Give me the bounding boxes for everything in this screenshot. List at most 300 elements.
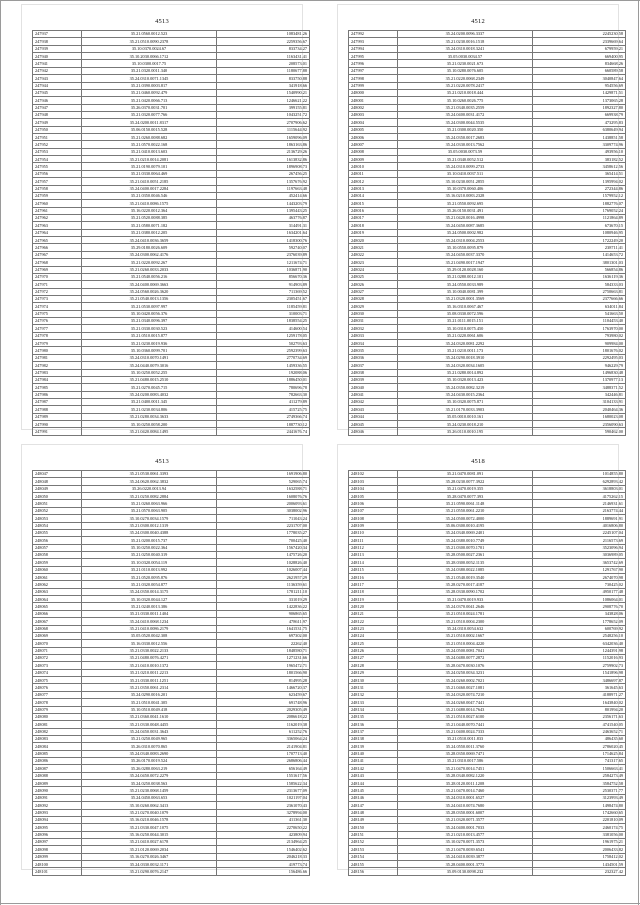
row-id-cell: 248104 — [349, 485, 398, 492]
table-row — [33, 214, 310, 221]
table-row — [33, 251, 310, 258]
amount-cell: 1567420.34 — [217, 544, 310, 551]
amount-cell: 272344.86 — [533, 185, 626, 192]
table-row — [33, 559, 310, 566]
account-code-cell: 35.21.0300.0020.350 — [398, 126, 533, 133]
table-row — [349, 677, 626, 684]
account-code-cell: 35.21.0111.0015.151 — [398, 318, 533, 325]
amount-cell: 1185459.81 — [217, 303, 310, 310]
table-row — [33, 838, 310, 845]
table-row — [33, 787, 310, 794]
amount-cell: 623459.67 — [217, 691, 310, 698]
row-id-cell: 248094 — [33, 816, 82, 823]
row-id-cell: 248069 — [33, 632, 82, 639]
table-row — [33, 53, 310, 60]
account-code-cell: 35.24.0450.0031.3643 — [82, 728, 217, 735]
account-code-cell: 35.28.0470.0077.393 — [398, 493, 533, 500]
table-row — [33, 677, 310, 684]
row-id-cell: 248024 — [349, 266, 398, 273]
row-id-cell: 247939 — [33, 45, 82, 52]
account-code-cell: 35.28.0330.0090.1702 — [398, 588, 533, 595]
account-code-cell: 35.26.0310.0070.865 — [82, 743, 217, 750]
amount-cell: 2231707.00 — [217, 522, 310, 529]
table-row — [33, 67, 310, 74]
page-title: 4513 — [155, 458, 169, 465]
table-row — [33, 610, 310, 617]
account-code-cell: 35.24.0450.0037.3370 — [398, 251, 533, 258]
amount-cell: 4188971.27 — [533, 691, 626, 698]
table-row — [349, 515, 626, 522]
amount-cell: 2040464.36 — [533, 406, 626, 413]
account-code-cell: 35.28.0300.0052.1135 — [398, 559, 533, 566]
table-row — [349, 207, 626, 214]
account-code-cell: 35.06.0300.0010.4195 — [398, 522, 533, 529]
row-id-cell: 247976 — [33, 318, 82, 325]
row-id-cell: 248006 — [349, 134, 398, 141]
table-row — [33, 772, 310, 779]
row-id-cell: 247967 — [33, 251, 82, 258]
row-id-cell: 247977 — [33, 325, 82, 332]
account-code-cell: 35.21.0210.0011.173 — [398, 347, 533, 354]
table-row — [349, 89, 626, 96]
amount-cell: 954556.69 — [533, 82, 626, 89]
account-code-cell: 35.10.0320.0044.127 — [82, 596, 217, 603]
account-code-cell: 35.21.0540.0013.1356 — [82, 295, 217, 302]
row-id-cell: 248082 — [33, 728, 82, 735]
account-code-cell: 35.10.0310.0075.450 — [398, 325, 533, 332]
account-code-cell: 35.21.0530.0061.3393 — [82, 471, 217, 478]
amount-cell: 3653742.69 — [533, 559, 626, 566]
account-code-cell: 35.16.0210.0046.1578 — [82, 816, 217, 823]
account-code-cell: 35.21.0330.0022.2133 — [82, 647, 217, 654]
amount-cell: 2116573.69 — [533, 537, 626, 544]
amount-cell: 6342036.40 — [533, 640, 626, 647]
row-id-cell: 247943 — [33, 75, 82, 82]
account-code-cell: 35.24.0620.0062.3832 — [82, 478, 217, 485]
table-row — [33, 163, 310, 170]
ledger-table — [32, 30, 310, 436]
table-row — [33, 794, 310, 801]
amount-cell: 1163431.41 — [217, 53, 310, 60]
row-id-cell: 247980 — [33, 347, 82, 354]
account-code-cell: 35.16.0310.0067.467 — [398, 303, 533, 310]
table-row — [349, 318, 626, 325]
row-id-cell: 247979 — [33, 340, 82, 347]
row-id-cell: 247953 — [33, 148, 82, 155]
row-id-cell: 248102 — [349, 471, 398, 478]
row-id-cell: 248040 — [349, 384, 398, 391]
table-row — [33, 713, 310, 720]
amount-cell: 452414.66 — [217, 192, 310, 199]
amount-cell: 1632588.71 — [217, 485, 310, 492]
account-code-cell: 35.16.0330.0012.556 — [82, 640, 217, 647]
table-row — [349, 507, 626, 514]
amount-cell: 1778035.27 — [217, 529, 310, 536]
account-code-cell: 35.24.0290.0016.201 — [82, 691, 217, 698]
amount-cell: 590462.00 — [533, 428, 626, 435]
row-id-cell: 247988 — [33, 406, 82, 413]
amount-cell: 1373065.28 — [533, 97, 626, 104]
amount-cell: 1758412.02 — [533, 853, 626, 860]
table-row — [349, 853, 626, 860]
account-code-cell: 35.28.0230.0077.3922 — [398, 478, 533, 485]
row-id-cell: 247950 — [33, 126, 82, 133]
page-border-left — [0, 0, 1, 905]
amount-cell: 2376039.89 — [217, 251, 310, 258]
row-id-cell: 247938 — [33, 38, 82, 45]
row-id-cell: 248114 — [349, 559, 398, 566]
account-code-cell: 35.28.0120.0011.1208 — [398, 780, 533, 787]
table-row — [349, 281, 626, 288]
row-id-cell: 248002 — [349, 104, 398, 111]
table-row — [33, 809, 310, 816]
account-code-cell: 35.24.0500.0002.982 — [398, 229, 533, 236]
row-id-cell: 247945 — [33, 89, 82, 96]
table-row — [33, 647, 310, 654]
amount-cell: 3040847.64 — [533, 75, 626, 82]
table-row — [33, 45, 310, 52]
row-id-cell: 248062 — [33, 581, 82, 588]
amount-cell: 2134964.25 — [217, 838, 310, 845]
row-id-cell: 248033 — [349, 332, 398, 339]
account-code-cell: 35.21.0400.0024.7333 — [398, 728, 533, 735]
table-row — [349, 391, 626, 398]
row-id-cell: 247968 — [33, 259, 82, 266]
amount-cell: 2908776.70 — [533, 603, 626, 610]
amount-cell: 2356171.63 — [533, 713, 626, 720]
account-code-cell: 35.21.0410.0086.1575 — [82, 200, 217, 207]
account-code-cell: 35.24.0320.0034.1605 — [398, 362, 533, 369]
account-code-cell: 35.21.0470.0014.7460 — [398, 787, 533, 794]
amount-cell: 414600.54 — [217, 325, 310, 332]
amount-cell: 1613832.86 — [217, 156, 310, 163]
amount-cell: 411279.89 — [217, 398, 310, 405]
account-code-cell: 35.26.0150.0031.491 — [398, 207, 533, 214]
account-code-cell: 35.10.0550.0095.879 — [398, 244, 533, 251]
account-code-cell: 35.24.0380.0022.1085 — [398, 566, 533, 573]
amount-cell: 780696.78 — [217, 384, 310, 391]
row-id-cell: 248140 — [349, 750, 398, 757]
amount-cell: 3104133.91 — [533, 398, 626, 405]
account-code-cell: 35.24.0380.0010.7749 — [398, 537, 533, 544]
account-code-cell: 35.21.0330.0048.4455 — [82, 721, 217, 728]
amount-cell: 2361070.43 — [217, 802, 310, 809]
amount-cell: 1707713.40 — [217, 750, 310, 757]
row-id-cell: 248113 — [349, 551, 398, 558]
table-row — [33, 126, 310, 133]
table-row — [33, 588, 310, 595]
account-code-cell: 35.21.0260.0088.682 — [82, 134, 217, 141]
row-id-cell: 247991 — [33, 428, 82, 435]
row-id-cell: 248063 — [33, 588, 82, 595]
amount-cell: 1546402.62 — [217, 846, 310, 853]
amount-cell: 3486697.87 — [533, 677, 626, 684]
table-row — [349, 134, 626, 141]
account-code-cell: 35.24.0450.0087.3685 — [398, 222, 533, 229]
table-row — [33, 178, 310, 185]
table-row — [349, 551, 626, 558]
row-id-cell: 248013 — [349, 185, 398, 192]
amount-cell: 1028826.40 — [217, 559, 310, 566]
table-row — [349, 45, 626, 52]
account-code-cell: 35.16.0220.0012.364 — [82, 207, 217, 214]
amount-cell: 478611.97 — [217, 618, 310, 625]
account-code-cell: 35.21.0540.0056.216 — [82, 273, 217, 280]
account-code-cell: 35.21.0320.0001.3569 — [398, 295, 533, 302]
account-code-cell: 35.21.0270.0045.715 — [82, 384, 217, 391]
row-id-cell: 247966 — [33, 244, 82, 251]
row-id-cell: 247990 — [33, 421, 82, 428]
account-code-cell: 35.21.0490.0017.1947 — [398, 259, 533, 266]
account-code-cell: 35.21.0470.0039.6541 — [398, 846, 533, 853]
row-id-cell: 248004 — [349, 119, 398, 126]
row-id-cell: 248136 — [349, 721, 398, 728]
table-row — [33, 831, 310, 838]
amount-cell: 711369.52 — [217, 288, 310, 295]
row-id-cell: 247946 — [33, 97, 82, 104]
amount-cell: 1086064.01 — [533, 596, 626, 603]
amount-cell: 2146931.61 — [533, 500, 626, 507]
amount-cell: 3618803.01 — [533, 485, 626, 492]
row-id-cell: 248098 — [33, 846, 82, 853]
amount-cell: 1211674.71 — [217, 259, 310, 266]
table-row — [349, 816, 626, 823]
account-code-cell: 35.28.0270.0017.4187 — [398, 581, 533, 588]
account-code-cell: 35.24.0200.0083.4032 — [82, 391, 217, 398]
account-code-cell: 35.21.0470.0081.091 — [398, 471, 533, 478]
amount-cell: 814995.28 — [217, 677, 310, 684]
table-row — [349, 772, 626, 779]
amount-cell: 660589.58 — [533, 67, 626, 74]
row-id-cell: 248112 — [349, 544, 398, 551]
amount-cell: 192088.06 — [217, 369, 310, 376]
row-id-cell: 248073 — [33, 662, 82, 669]
table-row — [33, 596, 310, 603]
account-code-cell: 35.10.0260.0026.775 — [398, 97, 533, 104]
table-row — [33, 303, 310, 310]
page-border-right — [638, 0, 639, 905]
row-id-cell: 247951 — [33, 134, 82, 141]
account-code-cell: 35.24.0440.0079.3016 — [82, 362, 217, 369]
amount-cell: 1414653.72 — [533, 251, 626, 258]
account-code-cell: 35.24.0370.0041.2646 — [398, 603, 533, 610]
account-code-cell: 35.24.0200.0096.3337 — [398, 31, 533, 38]
account-code-cell: 35.21.0390.0003.817 — [82, 82, 217, 89]
account-code-cell: 35.10.0270.0034.1579 — [82, 515, 217, 522]
row-id-cell: 248043 — [349, 406, 398, 413]
account-code-cell: 35.21.0520.0095.876 — [82, 574, 217, 581]
table-row — [349, 126, 626, 133]
account-code-cell: 35.21.0590.0061.1148 — [398, 500, 533, 507]
row-id-cell: 247974 — [33, 303, 82, 310]
table-row — [349, 662, 626, 669]
account-code-cell: 35.24.0320.0081.2292 — [398, 340, 533, 347]
table-row — [349, 60, 626, 67]
account-code-cell: 35.21.0420.0066.713 — [82, 97, 217, 104]
account-code-cell: 35.26.0280.0063.219 — [82, 765, 217, 772]
row-id-cell: 247992 — [349, 31, 398, 38]
row-id-cell: 248037 — [349, 362, 398, 369]
account-code-cell: 35.21.0250.0049.965 — [82, 735, 217, 742]
table-row — [349, 170, 626, 177]
table-row — [349, 421, 626, 428]
row-id-cell: 247956 — [33, 170, 82, 177]
account-code-cell: 35.10.0250.0058.200 — [82, 421, 217, 428]
table-row — [33, 134, 310, 141]
amount-cell: 331019.29 — [217, 596, 310, 603]
table-row — [33, 104, 310, 111]
account-code-cell: 35.24.0310.0070.1491 — [82, 354, 217, 361]
account-code-cell: 35.21.0220.0061.606 — [398, 332, 533, 339]
row-id-cell: 247962 — [33, 214, 82, 221]
amount-cell: 1357676.92 — [217, 178, 310, 185]
table-row — [33, 625, 310, 632]
row-id-cell: 248075 — [33, 677, 82, 684]
amount-cell: 1104453.40 — [533, 318, 626, 325]
amount-cell: 1889691.91 — [533, 515, 626, 522]
amount-cell: 566854.86 — [533, 266, 626, 273]
account-code-cell: 35.21.0230.0019.936 — [82, 340, 217, 347]
row-id-cell: 248035 — [349, 347, 398, 354]
table-row — [349, 581, 626, 588]
amount-cell: 2356090.63 — [533, 421, 626, 428]
row-id-cell: 248138 — [349, 735, 398, 742]
amount-cell: 2686806.44 — [217, 758, 310, 765]
row-id-cell: 247963 — [33, 222, 82, 229]
table-row — [33, 332, 310, 339]
account-code-cell: 35.16.0250.0044.3015 — [82, 831, 217, 838]
row-id-cell: 248026 — [349, 281, 398, 288]
account-code-cell: 35.24.0300.0062.4176 — [82, 251, 217, 258]
account-code-cell: 35.21.0330.0064.469 — [82, 170, 217, 177]
page-border-bottom — [0, 903, 640, 904]
row-id-cell: 248017 — [349, 214, 398, 221]
table-row — [33, 237, 310, 244]
table-row — [349, 588, 626, 595]
row-id-cell: 248032 — [349, 325, 398, 332]
table-row — [349, 691, 626, 698]
row-id-cell: 247960 — [33, 200, 82, 207]
table-row — [349, 303, 626, 310]
row-id-cell: 248053 — [33, 515, 82, 522]
row-id-cell: 248099 — [33, 853, 82, 860]
amount-cell: 1691906.80 — [217, 471, 310, 478]
account-code-cell: 35.21.0190.0079.101 — [82, 163, 217, 170]
row-id-cell: 248131 — [349, 684, 398, 691]
amount-cell: 833750.88 — [217, 75, 310, 82]
table-row — [33, 38, 310, 45]
table-row — [33, 846, 310, 853]
table-row — [33, 743, 310, 750]
row-id-cell: 248003 — [349, 111, 398, 118]
row-id-cell: 248038 — [349, 369, 398, 376]
table-row — [33, 325, 310, 332]
amount-cell: 2441676.74 — [217, 428, 310, 435]
table-row — [349, 625, 626, 632]
row-id-cell: 248089 — [33, 780, 82, 787]
table-row — [33, 824, 310, 831]
amount-cell: 2136729.26 — [217, 148, 310, 155]
row-id-cell: 248039 — [349, 376, 398, 383]
amount-cell: 730425.02 — [533, 581, 626, 588]
amount-cell: 600769.92 — [533, 625, 626, 632]
table-row — [349, 728, 626, 735]
account-code-cell: 35.21.0510.0041.305 — [82, 699, 217, 706]
account-code-cell: 35.05.0030.0034.57 — [398, 53, 533, 60]
table-row — [349, 684, 626, 691]
account-code-cell: 35.24.0550.0011.3760 — [398, 743, 533, 750]
account-code-cell: 35.21.0510.0015.877 — [82, 332, 217, 339]
amount-cell: 2548256.10 — [533, 632, 626, 639]
amount-cell: 238711.41 — [533, 244, 626, 251]
amount-cell: 782663.30 — [217, 391, 310, 398]
account-code-cell: 35.21.0510.0004.2300 — [398, 618, 533, 625]
account-code-cell: 35.24.0330.0032.1171 — [82, 861, 217, 868]
account-code-cell: 35.21.0340.0052.512 — [398, 156, 533, 163]
table-row — [349, 743, 626, 750]
account-code-cell: 35.21.0210.0013.4577 — [398, 831, 533, 838]
table-row — [33, 485, 310, 492]
row-id-cell: 248042 — [349, 398, 398, 405]
amount-cell: 2270650.22 — [217, 824, 310, 831]
account-code-cell: 35.21.0200.0015.737 — [82, 537, 217, 544]
table-row — [33, 603, 310, 610]
account-code-cell: 35.21.0350.0061.2314 — [82, 684, 217, 691]
row-id-cell: 248044 — [349, 413, 398, 420]
row-id-cell: 248074 — [33, 669, 82, 676]
amount-cell: 1136359.61 — [217, 581, 310, 588]
account-code-cell: 35.21.0330.0047.1075 — [82, 824, 217, 831]
table-row — [349, 82, 626, 89]
table-row — [33, 640, 310, 647]
table-row — [33, 868, 310, 875]
account-code-cell: 35.28.0500.0027.2361 — [398, 551, 533, 558]
account-code-cell: 35.29.0180.0026.609 — [82, 244, 217, 251]
account-code-cell: 35.24.0500.0081.7041 — [398, 647, 533, 654]
row-id-cell: 248016 — [349, 207, 398, 214]
account-code-cell: 35.24.0260.0047.7441 — [398, 699, 533, 706]
table-row — [33, 273, 310, 280]
amount-cell: 1021197.04 — [217, 794, 310, 801]
amount-cell: 679959.21 — [533, 45, 626, 52]
row-id-cell: 248115 — [349, 566, 398, 573]
account-code-cell: 35.21.0340.0096.397 — [82, 318, 217, 325]
amount-cell: 2141904.81 — [217, 743, 310, 750]
row-id-cell: 247957 — [33, 178, 82, 185]
row-id-cell: 248054 — [33, 522, 82, 529]
table-row — [33, 522, 310, 529]
row-id-cell: 248018 — [349, 222, 398, 229]
amount-cell: 1680023.08 — [533, 413, 626, 420]
amount-cell: 1641531.75 — [217, 625, 310, 632]
account-code-cell: 35.21.0300.0012.1319 — [82, 522, 217, 529]
amount-cell: 1634201.64 — [217, 229, 310, 236]
amount-cell: 2163774.44 — [533, 507, 626, 514]
row-id-cell: 248047 — [33, 471, 82, 478]
table-row — [349, 485, 626, 492]
amount-cell: 529065.74 — [217, 478, 310, 485]
amount-cell: 2786020.45 — [533, 743, 626, 750]
row-id-cell: 247995 — [349, 53, 398, 60]
row-id-cell: 248141 — [349, 758, 398, 765]
row-id-cell: 247970 — [33, 273, 82, 280]
table-row — [33, 398, 310, 405]
amount-cell: 1370977.13 — [533, 376, 626, 383]
amount-cell: 906865.65 — [217, 610, 310, 617]
table-row — [349, 259, 626, 266]
amount-cell: 4016806.80 — [533, 522, 626, 529]
amount-cell: 741317.65 — [533, 758, 626, 765]
